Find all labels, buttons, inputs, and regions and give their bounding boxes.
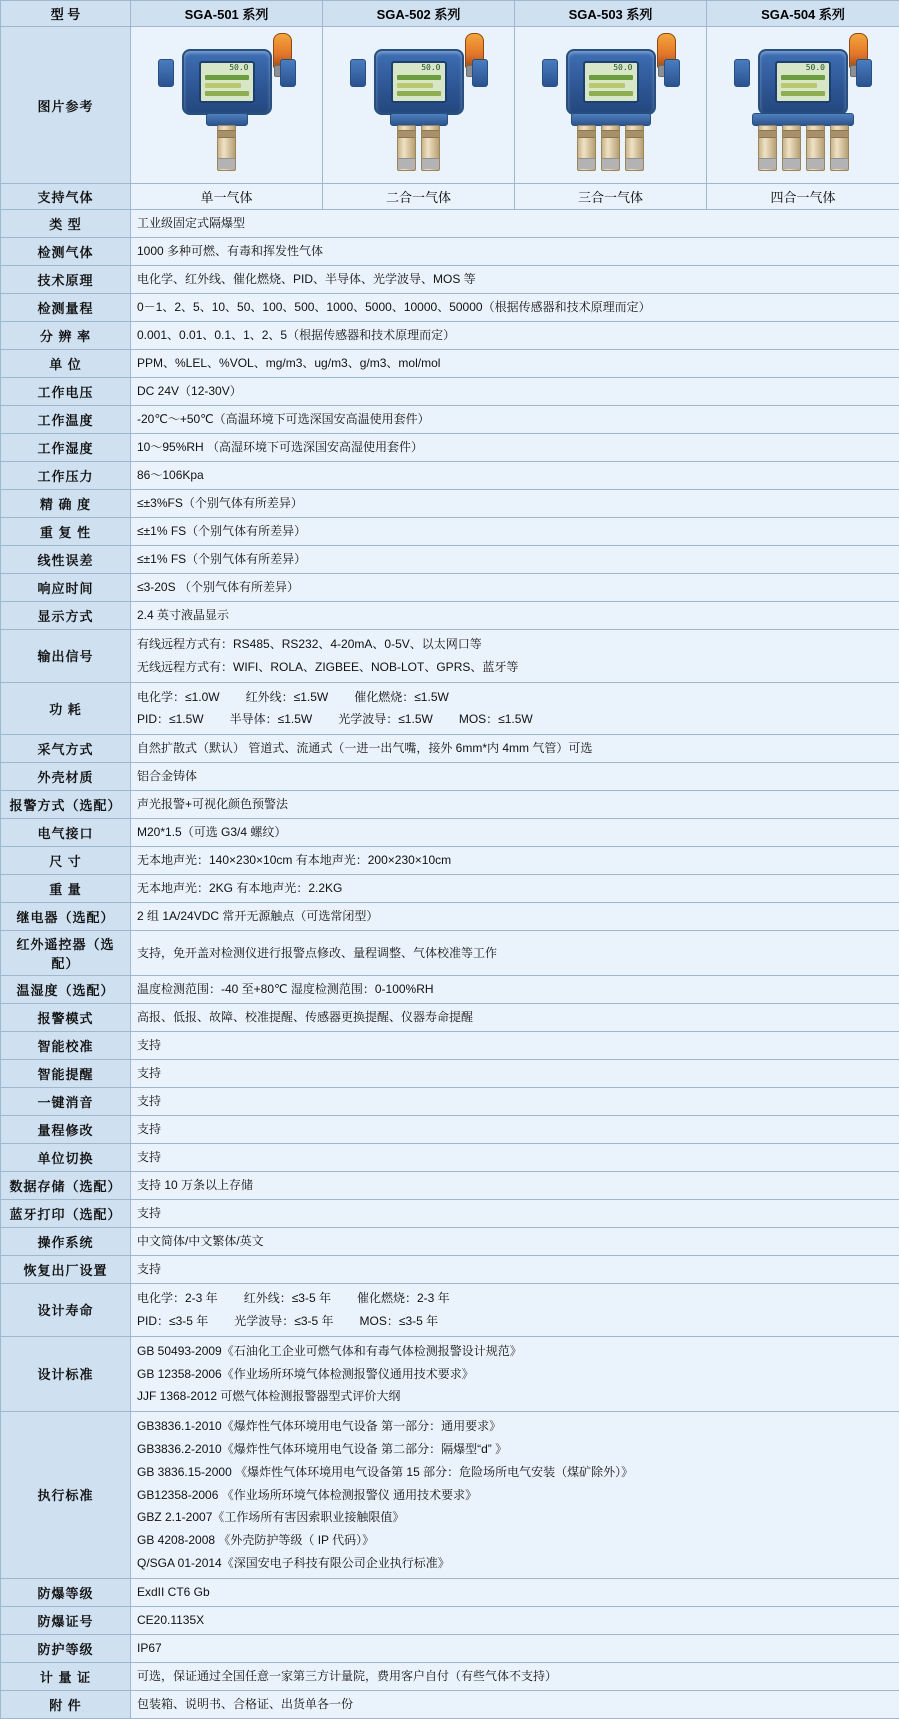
spec-line: 1000 多种可燃、有毒和挥发性气体: [137, 241, 893, 262]
spec-label: 类 型: [1, 210, 131, 238]
housing-ear-right: [664, 59, 680, 87]
gas-support-row: [1, 184, 899, 210]
device-illustration: [152, 33, 302, 175]
spec-line: GB 3836.15-2000 《爆炸性气体环境用电气设备第 15 部分：危险场所电气安装（煤矿除外）》: [137, 1461, 893, 1484]
model-header-4: SGA-504 系列: [707, 1, 899, 27]
spec-value: [131, 1256, 899, 1284]
spec-label: 检测量程: [1, 294, 131, 322]
spec-label: 响应时间: [1, 574, 131, 602]
spec-kv: MOS：≤1.5W: [459, 708, 533, 731]
spec-kv: 半导体：≤1.5W: [230, 708, 313, 731]
spec-value: [131, 378, 899, 406]
spec-line: M20*1.5（可选 G3/4 螺纹）: [137, 822, 893, 843]
sensor-probes: [728, 125, 878, 171]
spec-line: 支持: [137, 1119, 893, 1140]
spec-value: [131, 294, 899, 322]
image-row: [1, 27, 899, 184]
spec-row: [1, 266, 899, 294]
housing-ear-right: [856, 59, 872, 87]
spec-row: [1, 819, 899, 847]
housing-ear-right: [280, 59, 296, 87]
spec-label: 显示方式: [1, 602, 131, 630]
model-header-3: SGA-503 系列: [515, 1, 707, 27]
spec-label: 设计标准: [1, 1336, 131, 1411]
spec-row: [1, 763, 899, 791]
spec-row: [1, 630, 899, 683]
spec-row: [1, 1200, 899, 1228]
spec-value: [131, 1116, 899, 1144]
spec-value: [131, 630, 899, 683]
spec-row: [1, 378, 899, 406]
spec-label: 设计寿命: [1, 1284, 131, 1337]
spec-label: 分 辨 率: [1, 322, 131, 350]
spec-line: 支持: [137, 1035, 893, 1056]
spec-value: [131, 490, 899, 518]
spec-label: 附 件: [1, 1690, 131, 1718]
spec-value: [131, 903, 899, 931]
spec-row: [1, 976, 899, 1004]
spec-line: 支持: [137, 1147, 893, 1168]
detector-housing: [182, 49, 272, 115]
spec-value: [131, 546, 899, 574]
spec-label: 防爆等级: [1, 1578, 131, 1606]
spec-value: [131, 976, 899, 1004]
spec-row: [1, 682, 899, 735]
spec-line: 支持 10 万条以上存储: [137, 1175, 893, 1196]
sensor-probe: [421, 125, 440, 171]
spec-value: [131, 735, 899, 763]
spec-kv: 催化燃烧：2-3 年: [357, 1287, 450, 1310]
spec-line: GB3836.1-2010《爆炸性气体环境用电气设备 第一部分：通用要求》: [137, 1415, 893, 1438]
detector-housing: [566, 49, 656, 115]
spec-row: [1, 1060, 899, 1088]
lcd-screen: 50.0: [391, 61, 447, 103]
sensor-probe: [830, 125, 849, 171]
spec-value: [131, 875, 899, 903]
spec-label: 量程修改: [1, 1116, 131, 1144]
spec-kv: PID：≤1.5W: [137, 708, 204, 731]
model-header-2: SGA-502 系列: [323, 1, 515, 27]
spec-line: 温度检测范围：-40 至+80℃ 湿度检测范围：0-100%RH: [137, 979, 893, 1000]
sensor-probe: [397, 125, 416, 171]
spec-line: 工业级固定式隔爆型: [137, 213, 893, 234]
spec-label: 工作压力: [1, 462, 131, 490]
spec-line: 无本地声光：2KG 有本地声光：2.2KG: [137, 878, 893, 899]
spec-label: 继电器（选配）: [1, 903, 131, 931]
spec-label: 防爆证号: [1, 1606, 131, 1634]
spec-row: [1, 791, 899, 819]
spec-row: [1, 1004, 899, 1032]
spec-label: 温湿度（选配）: [1, 976, 131, 1004]
spec-row: [1, 1228, 899, 1256]
spec-label: 执行标准: [1, 1412, 131, 1579]
spec-row: [1, 931, 899, 976]
gas-support-value-4: 四合一气体: [707, 184, 899, 210]
spec-line: 0－1、2、5、10、50、100、500、1000、5000、10000、50000（根据传感器和技术原理而定）: [137, 297, 893, 318]
spec-value: [131, 350, 899, 378]
spec-value: [131, 1088, 899, 1116]
spec-label: 工作电压: [1, 378, 131, 406]
lcd-screen: 50.0: [199, 61, 255, 103]
spec-label: 一键消音: [1, 1088, 131, 1116]
spec-value: [131, 1004, 899, 1032]
spec-row: [1, 1412, 899, 1579]
spec-row: [1, 210, 899, 238]
spec-row: [1, 294, 899, 322]
spec-row: [1, 1144, 899, 1172]
spec-value: [131, 406, 899, 434]
spec-value: [131, 518, 899, 546]
spec-value: [131, 682, 899, 735]
model-header-1: SGA-501 系列: [131, 1, 323, 27]
spec-value: [131, 1032, 899, 1060]
spec-kv: 红外线：≤1.5W: [246, 686, 329, 709]
device-illustration: [728, 33, 878, 175]
spec-kv: 催化燃烧：≤1.5W: [354, 686, 449, 709]
spec-value: [131, 1606, 899, 1634]
spec-label: 单 位: [1, 350, 131, 378]
spec-line: ≤3-20S （个别气体有所差异）: [137, 577, 893, 598]
spec-line: Q/SGA 01-2014《深国安电子科技有限公司企业执行标准》: [137, 1552, 893, 1575]
spec-line: ≤±1% FS（个别气体有所差异）: [137, 549, 893, 570]
spec-value: [131, 266, 899, 294]
device-image-cell-4: [707, 27, 899, 184]
spec-value: [131, 1412, 899, 1579]
housing-ear-left: [350, 59, 366, 87]
spec-line: PPM、%LEL、%VOL、mg/m3、ug/m3、g/m3、mol/mol: [137, 353, 893, 374]
spec-label: 输出信号: [1, 630, 131, 683]
spec-value: [131, 210, 899, 238]
spec-value: [131, 791, 899, 819]
spec-line: 支持: [137, 1259, 893, 1280]
spec-line: GBZ 2.1-2007《工作场所有害因索职业接触限值》: [137, 1506, 893, 1529]
sensor-probe: [758, 125, 777, 171]
spec-line: GB 50493-2009《石油化工企业可燃气体和有毒气体检测报警设计规范》: [137, 1340, 893, 1363]
spec-value: [131, 1690, 899, 1718]
device-image-cell-1: [131, 27, 323, 184]
spec-row: [1, 1634, 899, 1662]
spec-kv: MOS：≤3-5 年: [360, 1310, 439, 1333]
spec-row: [1, 350, 899, 378]
spec-line: 86～106Kpa: [137, 465, 893, 486]
spec-line: GB3836.2-2010《爆炸性气体环境用电气设备 第二部分：隔爆型“d” 》: [137, 1438, 893, 1461]
spec-row: [1, 406, 899, 434]
spec-value: [131, 1634, 899, 1662]
spec-value: [131, 1228, 899, 1256]
spec-row: [1, 1662, 899, 1690]
spec-row: [1, 1172, 899, 1200]
table-header-row: [1, 1, 899, 27]
spec-value: [131, 1662, 899, 1690]
spec-line: 2 组 1A/24VDC 常开无源触点（可选常闭型）: [137, 906, 893, 927]
spec-line: GB 12358-2006《作业场所环境气体检测报警仪通用技术要求》: [137, 1363, 893, 1386]
spec-row: [1, 462, 899, 490]
spec-row: [1, 1690, 899, 1718]
spec-value: [131, 819, 899, 847]
device-image-cell-3: [515, 27, 707, 184]
spec-line: ExdII CT6 Gb: [137, 1582, 893, 1603]
spec-line: JJF 1368-2012 可燃气体检测报警器型式评价大纲: [137, 1385, 893, 1408]
spec-row: [1, 735, 899, 763]
detector-housing: [758, 49, 848, 115]
spec-label: 数据存储（选配）: [1, 1172, 131, 1200]
spec-line: 无本地声光：140×230×10cm 有本地声光：200×230×10cm: [137, 850, 893, 871]
spec-label: 外壳材质: [1, 763, 131, 791]
housing-ear-left: [542, 59, 558, 87]
spec-line: 中文简体/中文繁体/英文: [137, 1231, 893, 1252]
gas-support-value-2: 二合一气体: [323, 184, 515, 210]
spec-label: 电气接口: [1, 819, 131, 847]
device-illustration: [536, 33, 686, 175]
spec-value: [131, 1200, 899, 1228]
spec-row: [1, 847, 899, 875]
spec-value: [131, 238, 899, 266]
spec-row: [1, 1116, 899, 1144]
spec-line: 0.001、0.01、0.1、1、2、5（根据传感器和技术原理而定）: [137, 325, 893, 346]
spec-label: 重 复 性: [1, 518, 131, 546]
spec-label: 报警模式: [1, 1004, 131, 1032]
spec-line: 铝合金铸体: [137, 766, 893, 787]
spec-label: 采气方式: [1, 735, 131, 763]
spec-value: [131, 322, 899, 350]
spec-kv: 光学波导：≤1.5W: [338, 708, 433, 731]
spec-kv: 红外线：≤3-5 年: [244, 1287, 331, 1310]
spec-line: 支持: [137, 1203, 893, 1224]
gas-support-label: 支持气体: [1, 184, 131, 210]
spec-value: [131, 847, 899, 875]
spec-kv: 光学波导：≤3-5 年: [234, 1310, 333, 1333]
spec-kv: PID：≤3-5 年: [137, 1310, 208, 1333]
lcd-screen: 50.0: [583, 61, 639, 103]
spec-label: 红外遥控器（选配）: [1, 931, 131, 976]
device-illustration: [344, 33, 494, 175]
spec-row: [1, 903, 899, 931]
spec-line: ≤±3%FS（个别气体有所差异）: [137, 493, 893, 514]
spec-label: 智能校准: [1, 1032, 131, 1060]
spec-line: -20℃～+50℃（高温环境下可选深国安高温使用套件）: [137, 409, 893, 430]
gas-support-value-3: 三合一气体: [515, 184, 707, 210]
spec-line: 无线远程方式有：WIFI、ROLA、ZIGBEE、NOB-LOT、GPRS、蓝牙等: [137, 656, 893, 679]
spec-label: 恢复出厂设置: [1, 1256, 131, 1284]
header-label: 型 号: [1, 1, 131, 27]
spec-value: [131, 602, 899, 630]
spec-line: 声光报警+可视化颜色预警法: [137, 794, 893, 815]
spec-value: [131, 462, 899, 490]
spec-line: GB 4208-2008 《外壳防护等级（ IP 代码）》: [137, 1529, 893, 1552]
spec-line: 高报、低报、故障、校准提醒、传感器更换提醒、仪器寿命提醒: [137, 1007, 893, 1028]
sensor-probes: [344, 125, 494, 171]
spec-row: [1, 875, 899, 903]
sensor-probe: [217, 125, 236, 171]
spec-label: 工作湿度: [1, 434, 131, 462]
spec-row: [1, 1088, 899, 1116]
spec-value: [131, 1172, 899, 1200]
housing-ear-left: [158, 59, 174, 87]
spec-value: [131, 931, 899, 976]
spec-row: [1, 238, 899, 266]
sensor-probes: [152, 125, 302, 171]
spec-line: 10～95%RH （高湿环境下可选深国安高湿使用套件）: [137, 437, 893, 458]
spec-row: [1, 602, 899, 630]
spec-label: 重 量: [1, 875, 131, 903]
gas-support-value-1: 单一气体: [131, 184, 323, 210]
spec-label: 蓝牙打印（选配）: [1, 1200, 131, 1228]
spec-line: 可选，保证通过全国任意一家第三方计量院，费用客户自付（有些气体不支持）: [137, 1666, 893, 1687]
spec-line: 支持，免开盖对检测仪进行报警点修改、量程调整、气体校准等工作: [137, 943, 893, 964]
spec-value: [131, 1578, 899, 1606]
spec-line: 支持: [137, 1063, 893, 1084]
spec-row: [1, 1256, 899, 1284]
spec-line: IP67: [137, 1638, 893, 1659]
spec-value: [131, 1144, 899, 1172]
housing-ear-right: [472, 59, 488, 87]
spec-line: GB12358-2006 《作业场所环境气体检测报警仪 通用技术要求》: [137, 1484, 893, 1507]
spec-row: [1, 490, 899, 518]
spec-row: [1, 322, 899, 350]
spec-label: 技术原理: [1, 266, 131, 294]
spec-row: [1, 1606, 899, 1634]
spec-value: [131, 1284, 899, 1337]
spec-label: 检测气体: [1, 238, 131, 266]
spec-value: [131, 763, 899, 791]
spec-label: 精 确 度: [1, 490, 131, 518]
spec-value: [131, 1336, 899, 1411]
spec-line: DC 24V（12-30V）: [137, 381, 893, 402]
sensor-probe: [577, 125, 596, 171]
sensor-probes: [536, 125, 686, 171]
detector-housing: [374, 49, 464, 115]
spec-line: 2.4 英寸液晶显示: [137, 605, 893, 626]
spec-kv: 电化学：≤1.0W: [137, 686, 220, 709]
spec-line: 自然扩散式（默认） 管道式、流通式（一进一出气嘴，接外 6mm*内 4mm 气管）可选: [137, 738, 893, 759]
device-image-cell-2: [323, 27, 515, 184]
spec-row: [1, 434, 899, 462]
sensor-probe: [782, 125, 801, 171]
spec-row: [1, 518, 899, 546]
sensor-probe: [625, 125, 644, 171]
spec-value: [131, 1060, 899, 1088]
image-row-label: 图片参考: [1, 27, 131, 184]
sensor-probe: [601, 125, 620, 171]
spec-line: ≤±1% FS（个别气体有所差异）: [137, 521, 893, 542]
spec-line: 包装箱、说明书、合格证、出货单各一份: [137, 1694, 893, 1715]
spec-value: [131, 574, 899, 602]
spec-line: 有线远程方式有：RS485、RS232、4-20mA、0-5V、以太网口等: [137, 633, 893, 656]
spec-value: [131, 434, 899, 462]
spec-label: 防护等级: [1, 1634, 131, 1662]
spec-label: 计 量 证: [1, 1662, 131, 1690]
spec-row: [1, 1032, 899, 1060]
spec-label: 报警方式（选配）: [1, 791, 131, 819]
spec-label: 线性误差: [1, 546, 131, 574]
spec-label: 工作温度: [1, 406, 131, 434]
housing-ear-left: [734, 59, 750, 87]
spec-line: 支持: [137, 1091, 893, 1112]
spec-line: 电化学、红外线、催化燃烧、PID、半导体、光学波导、MOS 等: [137, 269, 893, 290]
spec-label: 操作系统: [1, 1228, 131, 1256]
spec-line: CE20.1135X: [137, 1610, 893, 1631]
spec-row: [1, 546, 899, 574]
spec-label: 单位切换: [1, 1144, 131, 1172]
spec-label: 功 耗: [1, 682, 131, 735]
spec-row: [1, 1578, 899, 1606]
spec-row: [1, 1284, 899, 1337]
lcd-screen: 50.0: [775, 61, 831, 103]
sensor-probe: [806, 125, 825, 171]
spec-label: 尺 寸: [1, 847, 131, 875]
spec-row: [1, 574, 899, 602]
spec-kv: 电化学：2-3 年: [137, 1287, 218, 1310]
spec-label: 智能提醒: [1, 1060, 131, 1088]
spec-row: [1, 1336, 899, 1411]
